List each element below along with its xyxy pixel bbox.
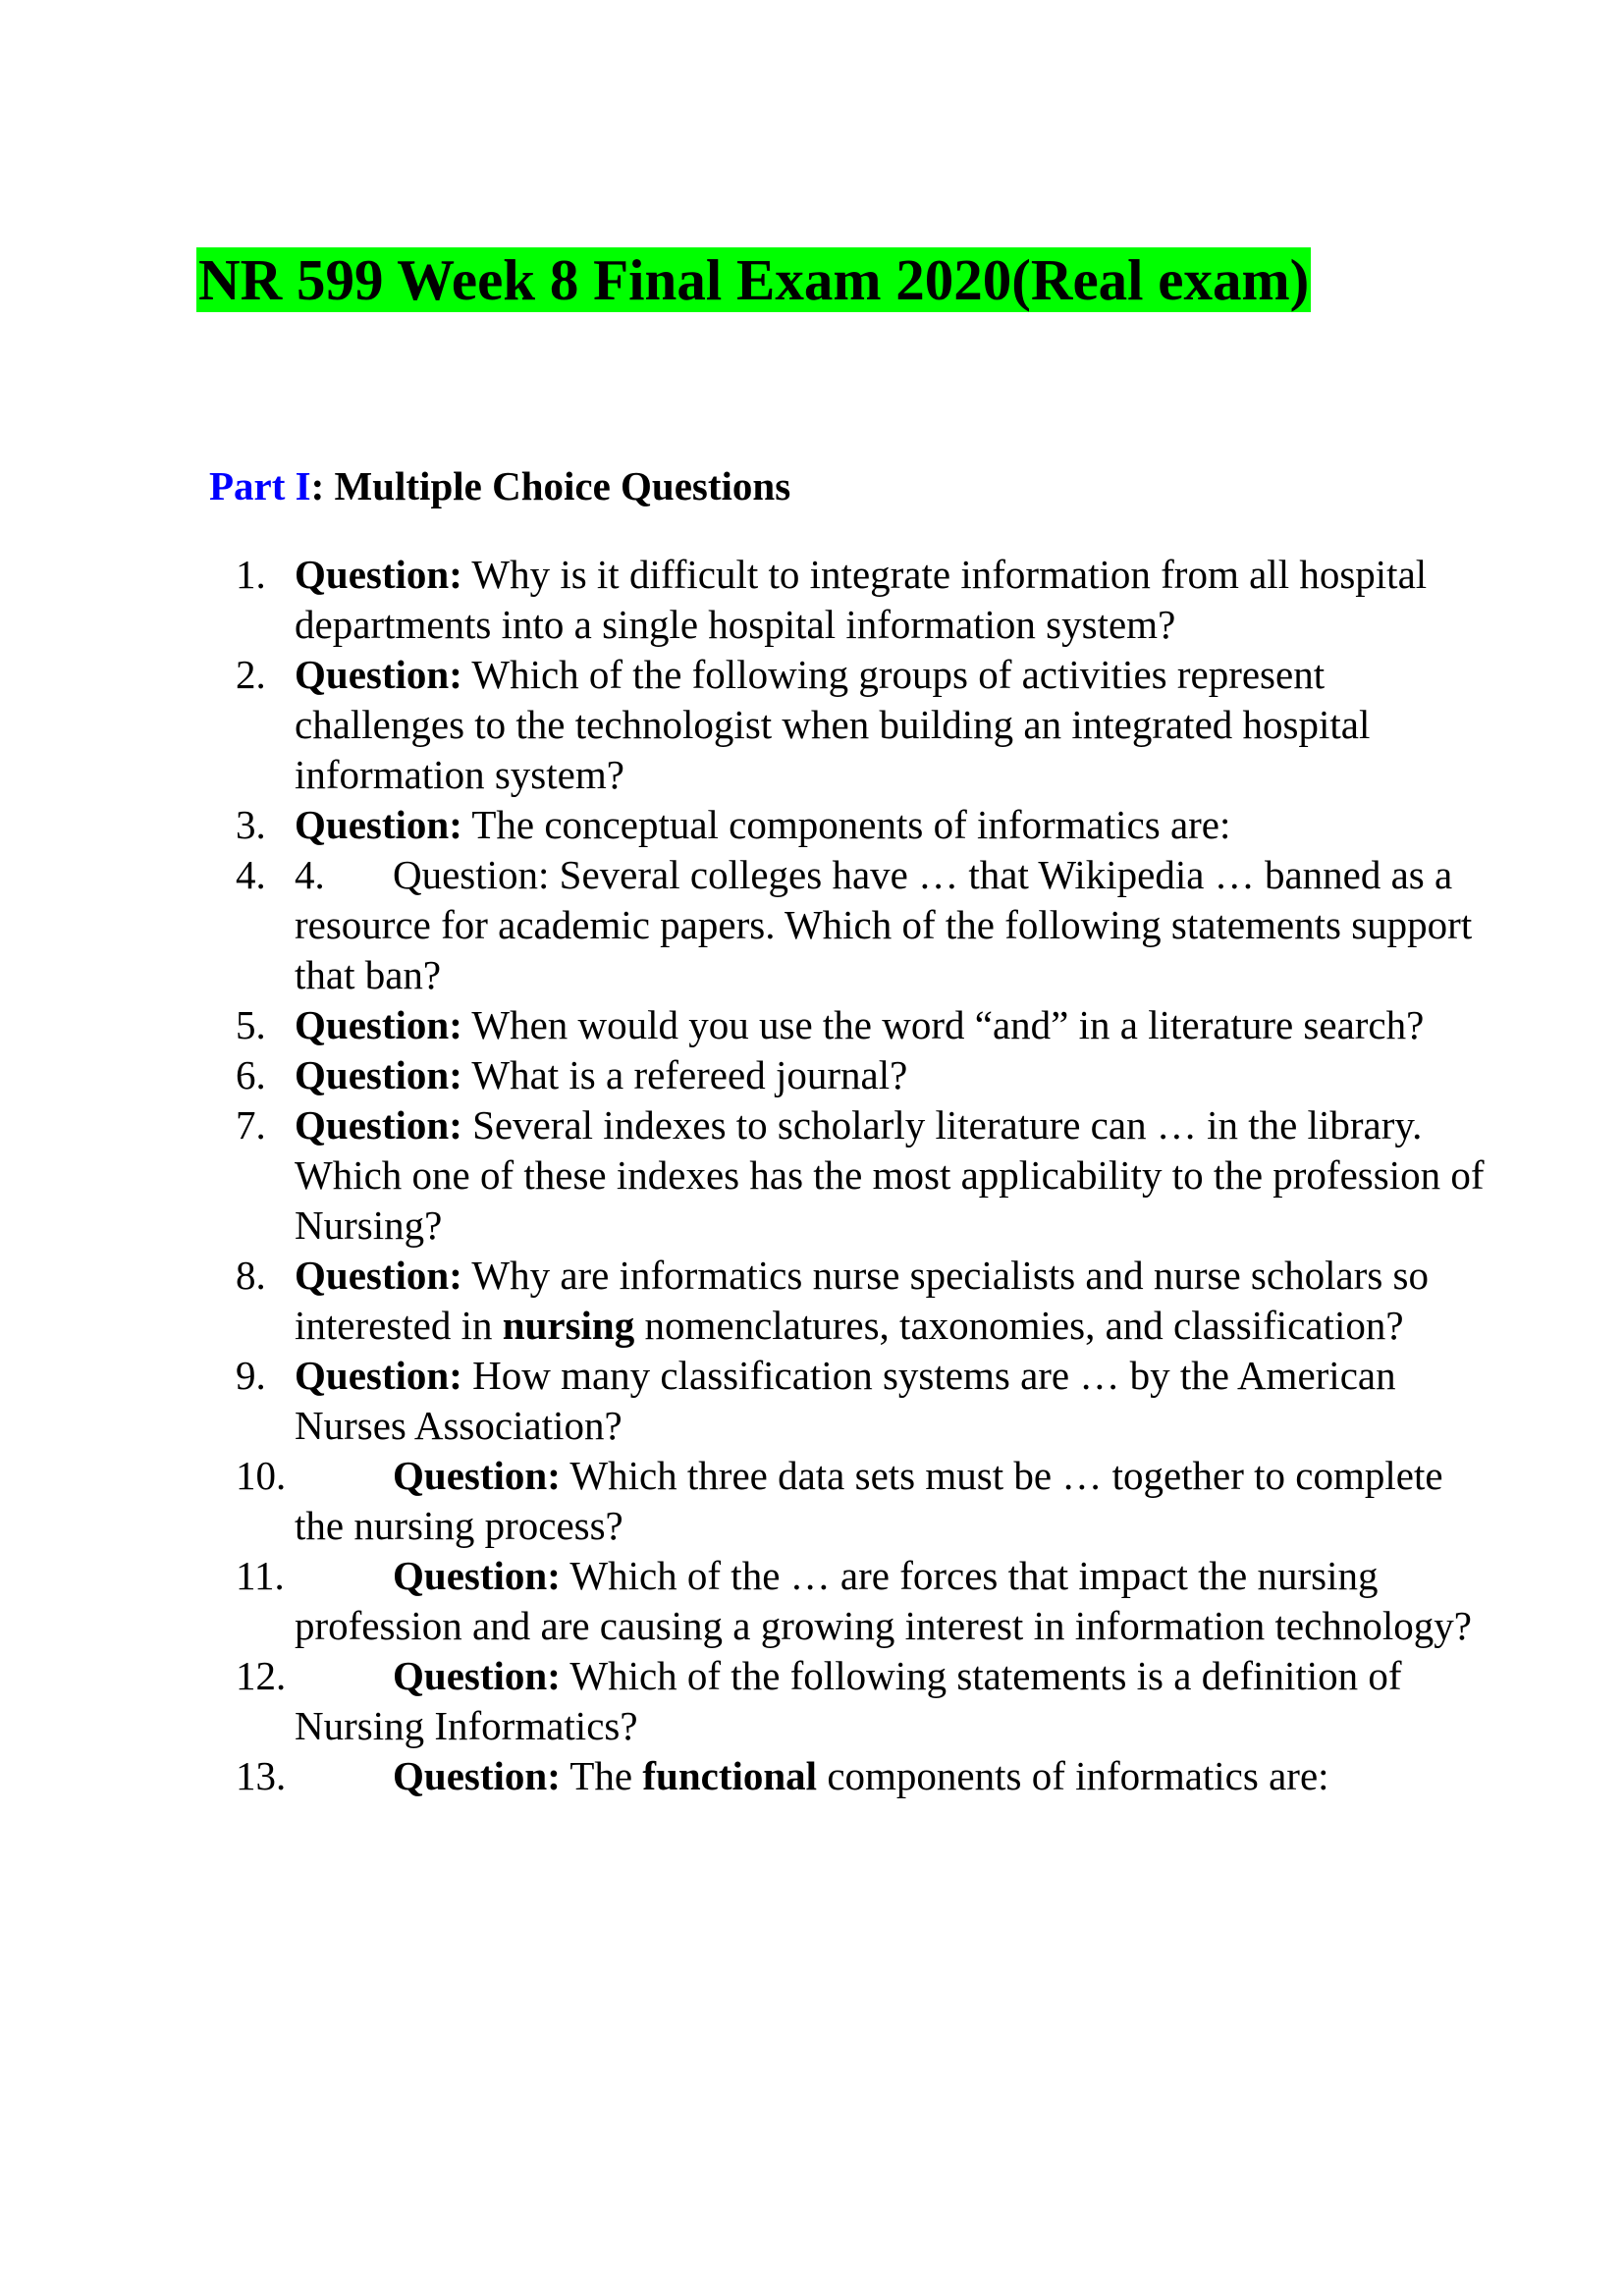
question-item	[236, 850, 1492, 1000]
question-number: 6.	[236, 1052, 266, 1097]
question-prefix: Question:	[393, 1753, 561, 1798]
question-item	[236, 650, 1492, 800]
question-number: 8.	[236, 1253, 266, 1298]
question-text: Which of the … are forces that impact the nursing profession and are causing a growing interest in information technology?	[295, 1553, 1472, 1648]
question-prefix: Question:	[295, 652, 462, 697]
question-number: 11.	[236, 1553, 285, 1598]
question-prefix: Question:	[393, 1653, 561, 1698]
question-text: When would you use the word “and” in a literature search?	[461, 1002, 1425, 1047]
question-text: Which of the following statements is a definition of Nursing Informatics?	[295, 1653, 1402, 1748]
question-prefix: Question:	[295, 1253, 462, 1298]
question-list	[236, 550, 1492, 1801]
question-emphasis: nursing	[502, 1303, 635, 1348]
question-item	[236, 1351, 1492, 1451]
question-number: 7.	[236, 1102, 266, 1148]
question-prefix: Question:	[295, 802, 462, 847]
part-heading	[209, 461, 790, 510]
question-text: Which of the following groups of activities represent challenges to the technologist when building an integrated hospital information system?	[295, 652, 1371, 797]
title-highlight: NR 599 Week 8 Final Exam 2020(Real exam)	[198, 247, 1310, 312]
question-number: 1.	[236, 552, 266, 597]
question-text: Why is it difficult to integrate information from all hospital departments into a single hospital information system?	[295, 552, 1428, 647]
question-prefix: Question:	[295, 1102, 462, 1148]
question-inline-number: 4.	[295, 852, 325, 897]
question-prefix: Question:	[295, 1353, 462, 1398]
question-text: Why are informatics nurse specialists and nurse scholars so interested in	[295, 1253, 1429, 1348]
question-text: What is a refereed journal?	[461, 1052, 908, 1097]
question-item	[236, 800, 1492, 850]
question-text-continued: components of informatics are:	[817, 1753, 1329, 1798]
question-item	[236, 1651, 1492, 1751]
question-text: The	[560, 1753, 643, 1798]
question-number: 5.	[236, 1002, 266, 1047]
question-item	[236, 1000, 1492, 1050]
question-number: 10.	[236, 1453, 287, 1498]
question-text: How many classification systems are … by the American Nurses Association?	[295, 1353, 1396, 1448]
question-item	[236, 1100, 1492, 1251]
question-item	[236, 1551, 1492, 1651]
question-number: 9.	[236, 1353, 266, 1398]
part-label: Part I	[209, 463, 311, 508]
question-prefix: Question:	[295, 1052, 462, 1097]
question-item	[236, 1251, 1492, 1351]
question-number: 3.	[236, 802, 266, 847]
question-prefix: Question:	[295, 552, 462, 597]
document-title	[196, 247, 1461, 312]
question-number: 12.	[236, 1653, 287, 1698]
question-text: Several indexes to scholarly literature can … in the library. Which one of these indexes has the most applicability to the profession of Nursing?	[295, 1102, 1485, 1248]
question-prefix: Question:	[393, 1453, 561, 1498]
question-item	[236, 1050, 1492, 1100]
question-item	[236, 550, 1492, 650]
question-text: Question: Several colleges have … that Wikipedia … banned as a resource for academic papers. Which of the following statements support that ban?	[295, 852, 1473, 997]
question-text-continued: nomenclatures, taxonomies, and classification?	[634, 1303, 1404, 1348]
question-number: 13.	[236, 1753, 287, 1798]
question-text: Which three data sets must be … together to complete the nursing process?	[295, 1453, 1443, 1548]
question-emphasis: functional	[642, 1753, 818, 1798]
question-prefix: Question:	[393, 1553, 561, 1598]
question-prefix: Question:	[295, 1002, 462, 1047]
question-number: 2.	[236, 652, 266, 697]
question-number: 4.	[236, 852, 266, 897]
part-heading-text: : Multiple Choice Questions	[310, 463, 791, 508]
question-item	[236, 1751, 1492, 1801]
question-text: The conceptual components of informatics are:	[461, 802, 1231, 847]
question-item	[236, 1451, 1492, 1551]
